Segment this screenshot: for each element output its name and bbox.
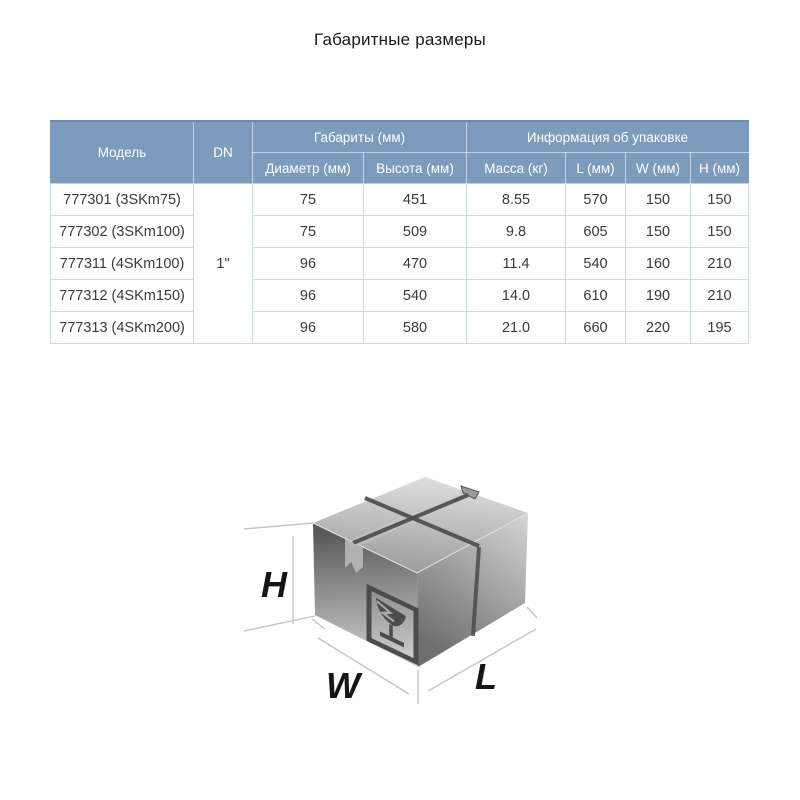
dim-l-corner-tick (527, 607, 537, 618)
cell-h: 210 (691, 280, 749, 312)
table-row (51, 216, 749, 248)
table-row (51, 248, 749, 280)
cell-height: 540 (364, 280, 467, 312)
cell-model: 777301 (3SKm75) (51, 184, 194, 216)
dim-label-h: H (261, 564, 287, 605)
cell-height: 470 (364, 248, 467, 280)
dim-h-top-tick (244, 523, 313, 529)
header-w: W (мм) (626, 153, 691, 184)
header-h: H (мм) (691, 153, 749, 184)
table-row (51, 184, 749, 216)
cell-dn-shared: 1" (194, 184, 253, 344)
cell-w: 160 (626, 248, 691, 280)
cell-model: 777312 (4SKm150) (51, 280, 194, 312)
cell-diameter: 96 (253, 312, 364, 344)
header-height: Высота (мм) (364, 153, 467, 184)
dim-w-corner-tick (312, 619, 325, 629)
cell-diameter: 75 (253, 216, 364, 248)
cell-height: 580 (364, 312, 467, 344)
table-row (51, 280, 749, 312)
cell-h: 210 (691, 248, 749, 280)
cell-diameter: 96 (253, 248, 364, 280)
dim-label-l: L (475, 656, 497, 697)
cell-l: 660 (566, 312, 626, 344)
cell-l: 605 (566, 216, 626, 248)
package-box-illustration (230, 440, 580, 740)
page-title: Габаритные размеры (314, 30, 486, 49)
table-header (51, 121, 749, 184)
header-mass: Масса (кг) (467, 153, 566, 184)
header-l: L (мм) (566, 153, 626, 184)
cell-height: 509 (364, 216, 467, 248)
cell-diameter: 75 (253, 184, 364, 216)
cell-h: 150 (691, 216, 749, 248)
cell-l: 570 (566, 184, 626, 216)
cell-l: 540 (566, 248, 626, 280)
cell-mass: 21.0 (467, 312, 566, 344)
dim-label-w: W (326, 665, 360, 706)
header-dimensions-group: Габариты (мм) (253, 121, 467, 153)
cell-w: 220 (626, 312, 691, 344)
cell-w: 190 (626, 280, 691, 312)
header-model: Модель (51, 121, 194, 184)
cell-h: 150 (691, 184, 749, 216)
cell-w: 150 (626, 184, 691, 216)
dimensions-table (50, 120, 749, 344)
table-row (51, 312, 749, 344)
cell-mass: 14.0 (467, 280, 566, 312)
cell-mass: 11.4 (467, 248, 566, 280)
cell-mass: 8.55 (467, 184, 566, 216)
header-dn: DN (194, 121, 253, 184)
header-diameter: Диаметр (мм) (253, 153, 364, 184)
cell-model: 777311 (4SKm100) (51, 248, 194, 280)
cell-l: 610 (566, 280, 626, 312)
cell-mass: 9.8 (467, 216, 566, 248)
cell-h: 195 (691, 312, 749, 344)
table-body (51, 184, 749, 344)
cell-model: 777313 (4SKm200) (51, 312, 194, 344)
cell-w: 150 (626, 216, 691, 248)
cell-diameter: 96 (253, 280, 364, 312)
cell-height: 451 (364, 184, 467, 216)
dim-h-bottom-tick (244, 616, 315, 631)
cell-model: 777302 (3SKm100) (51, 216, 194, 248)
header-package-group: Информация об упаковке (467, 121, 749, 153)
